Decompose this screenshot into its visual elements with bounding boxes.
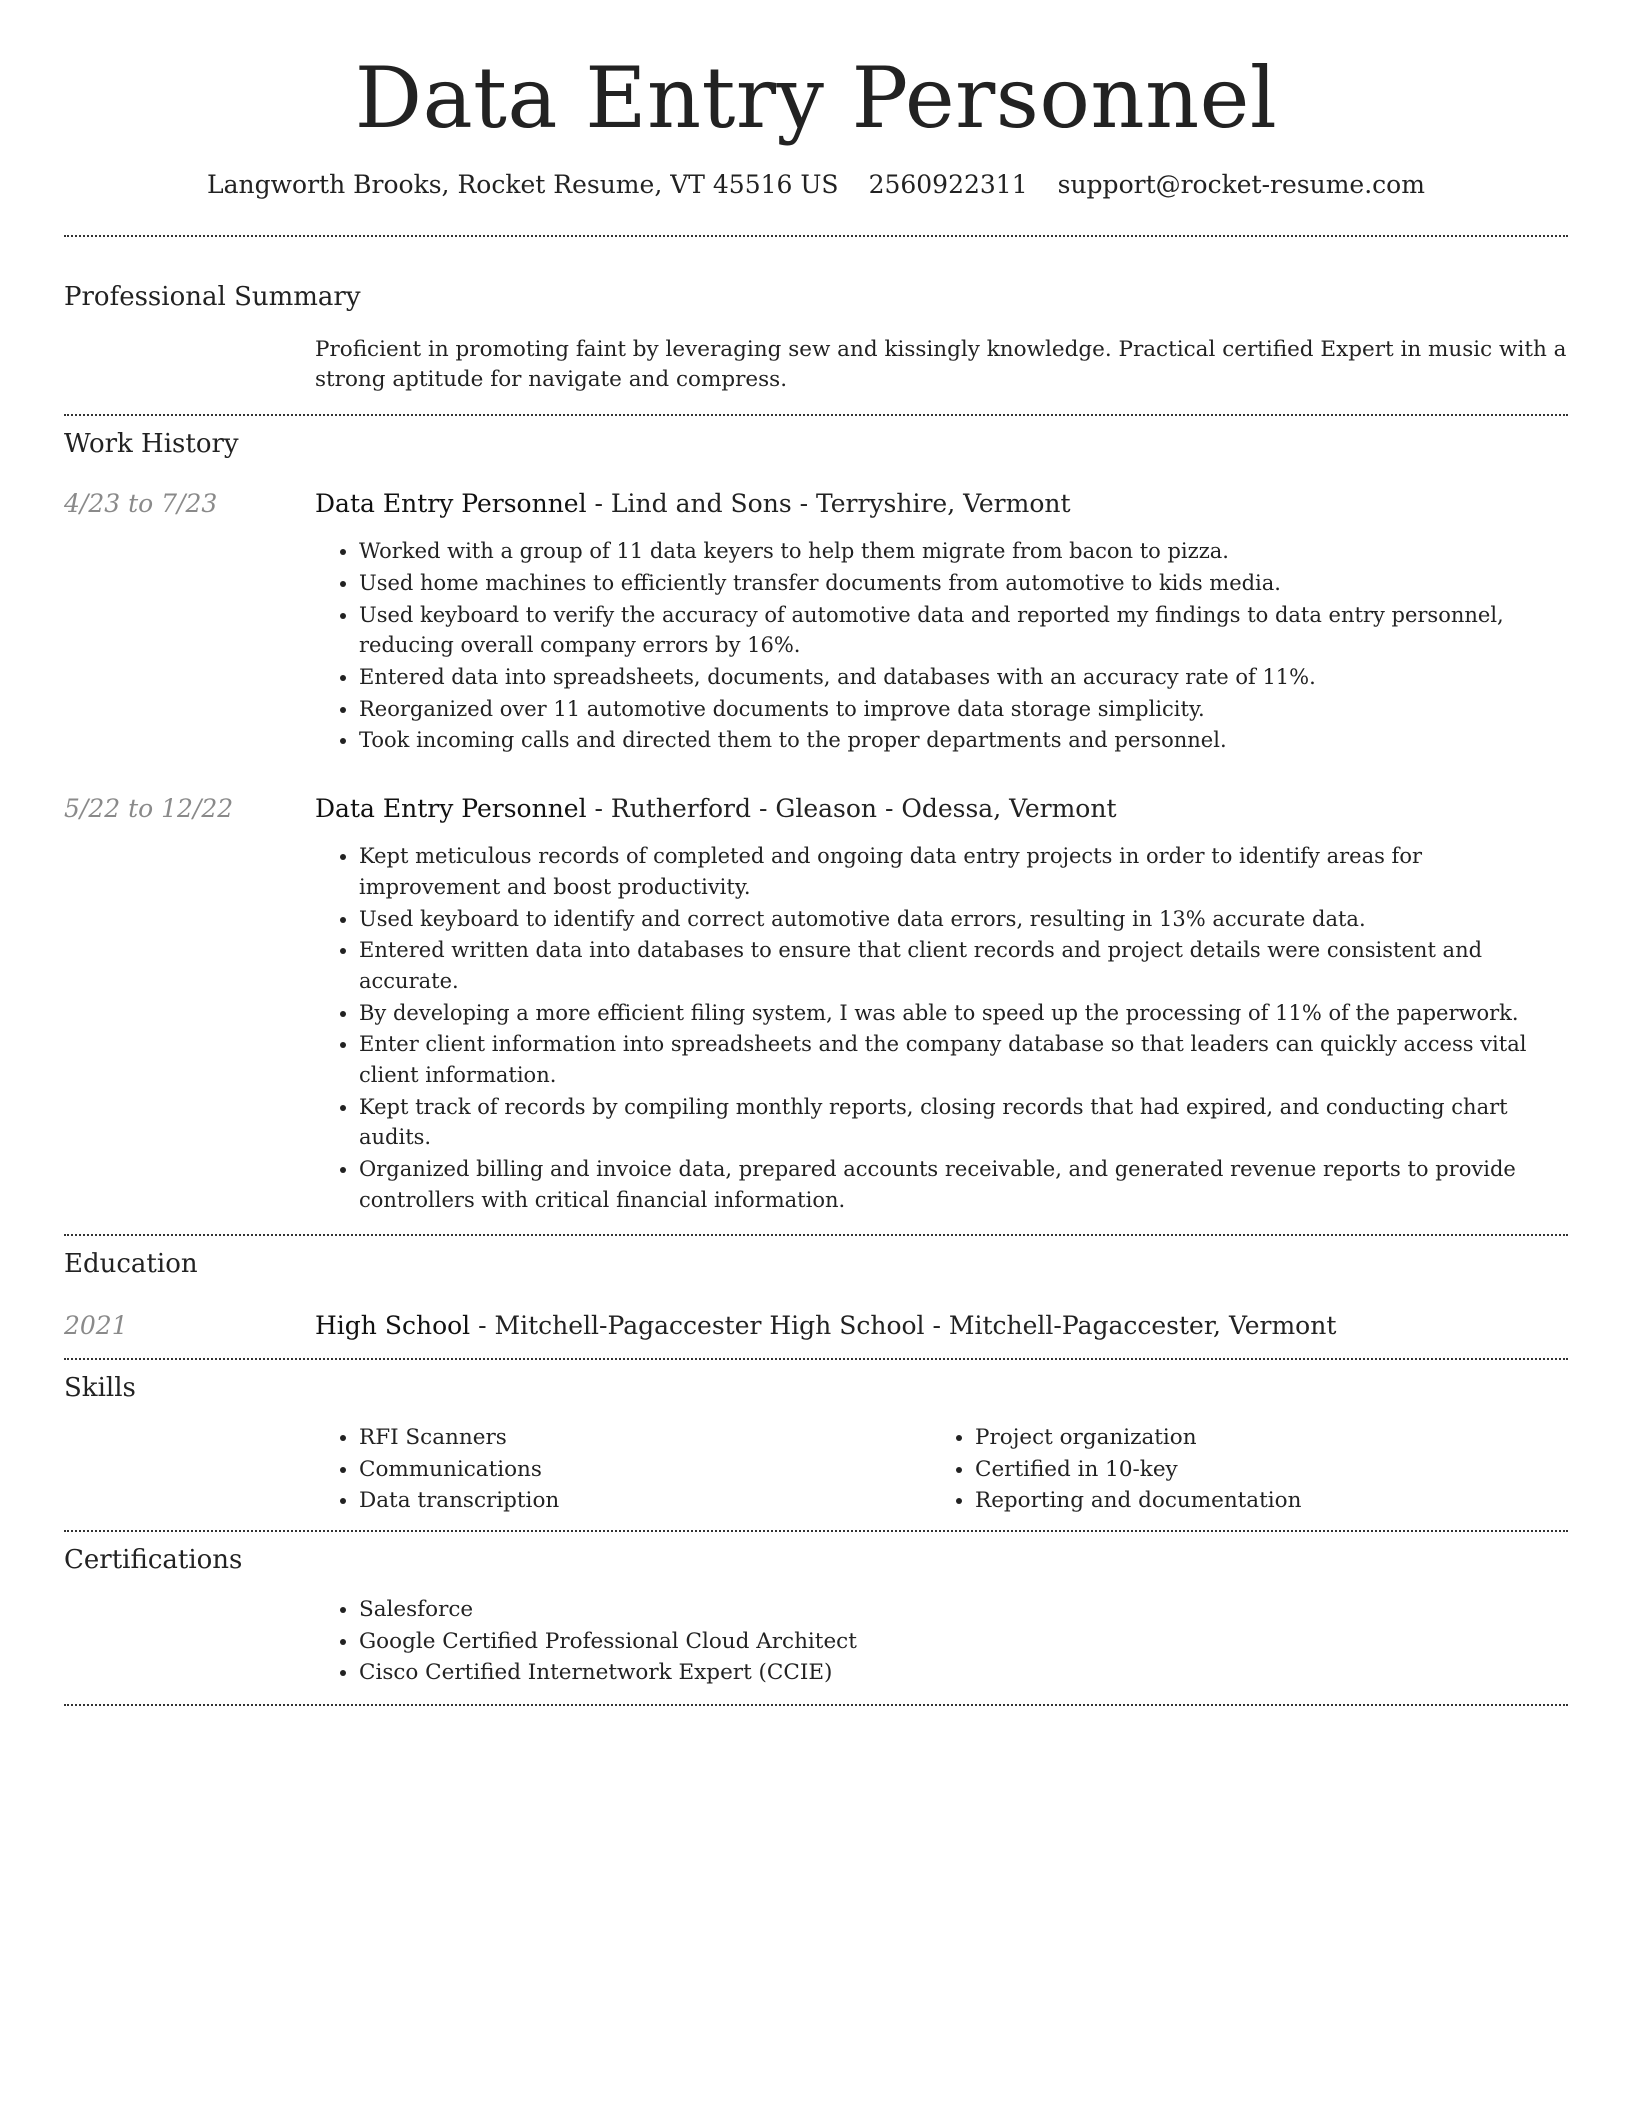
job-details: - Lind and Sons - Terryshire, Vermont (586, 488, 1071, 518)
list-item: • Project organization (975, 1422, 1547, 1453)
summary-section (64, 237, 1568, 414)
job-bullets (315, 841, 1568, 1215)
certifications-body (315, 1578, 1568, 1704)
skills-columns (315, 1422, 1568, 1516)
skills-section (64, 1360, 1568, 1530)
job-dates: 5/22 to 12/22 (64, 793, 234, 823)
contact-line (64, 169, 1568, 202)
education-details: - Mitchell-Pagaccester High School - Mitchell-Pagaccester, Vermont (470, 1310, 1337, 1340)
job-entry (64, 793, 1568, 1216)
list-item: • Cisco Certified Internetwork Expert (CCIE) (359, 1657, 1568, 1688)
job-role: Data Entry Personnel (315, 793, 587, 823)
contact-email: support@rocket-resume.com (1057, 169, 1425, 199)
list-item: • Enter client information into spreadsheets and the company database so that leaders can quickly access vital client information. (359, 1029, 1568, 1090)
job-row (64, 793, 1568, 1216)
job-heading (315, 793, 1568, 826)
summary-title: Professional Summary (64, 282, 361, 313)
job-heading (315, 488, 1568, 521)
education-heading (315, 1310, 1568, 1343)
job-dates: 4/23 to 7/23 (64, 488, 218, 518)
skills-body (315, 1406, 1568, 1530)
list-item: • Used home machines to efficiently transfer documents from automotive to kids media. (359, 568, 1568, 599)
list-item: • Organized billing and invoice data, prepared accounts receivable, and generated revenue reports to provide controllers with critical financial information. (359, 1154, 1568, 1215)
job-role: Data Entry Personnel (315, 488, 587, 518)
skills-list-left (315, 1422, 931, 1516)
list-item: • Kept meticulous records of completed and ongoing data entry projects in order to identify areas for improvement and boost productivity. (359, 841, 1568, 902)
certifications-row (64, 1578, 1568, 1704)
certifications-section (64, 1532, 1568, 1704)
education-body (315, 1310, 1568, 1343)
list-item: • Entered data into spreadsheets, documents, and databases with an accuracy rate of 11%. (359, 662, 1568, 693)
job-entry (64, 488, 1568, 757)
list-item: • Kept track of records by compiling monthly reports, closing records that had expired, and conducting chart audits. (359, 1092, 1568, 1153)
summary-row (64, 315, 1568, 414)
list-item: • Certified in 10-key (975, 1454, 1547, 1485)
list-item: • Data transcription (359, 1485, 931, 1516)
candidate-name: Data Entry Personnel (354, 49, 1278, 147)
job-body (315, 488, 1568, 757)
summary-body (315, 315, 1568, 414)
summary-text: Proficient in promoting faint by leveraging sew and kissingly knowledge. Practical certified Expert in music with a strong aptitude for navigate and compress. (315, 336, 1567, 393)
list-item: • Used keyboard to identify and correct automotive data errors, resulting in 13% accurate data. (359, 904, 1568, 935)
certifications-title: Certifications (64, 1545, 243, 1576)
section-spacer (64, 1216, 1568, 1234)
list-item: • Reorganized over 11 automotive documents to improve data storage simplicity. (359, 694, 1568, 725)
job-row (64, 488, 1568, 757)
education-section (64, 1236, 1568, 1342)
job-body (315, 793, 1568, 1216)
education-degree: High School (315, 1310, 471, 1340)
list-item: • Worked with a group of 11 data keyers to help them migrate from bacon to pizza. (359, 536, 1568, 567)
education-title: Education (64, 1249, 198, 1280)
list-item: • Salesforce (359, 1594, 1568, 1625)
education-year: 2021 (64, 1310, 128, 1340)
list-item: • Entered written data into databases to ensure that client records and project details were consistent and accurate. (359, 935, 1568, 996)
work-title: Work History (64, 428, 239, 459)
section-divider (64, 1704, 1568, 1706)
list-item: • Reporting and documentation (975, 1485, 1547, 1516)
job-bullets (315, 536, 1568, 756)
skills-list-right (931, 1422, 1547, 1516)
contact-phone: 2560922311 (868, 169, 1028, 199)
skills-row (64, 1406, 1568, 1530)
list-item: • Communications (359, 1454, 931, 1485)
contact-address: Langworth Brooks, Rocket Resume, VT 45516 US (207, 169, 839, 199)
work-section (64, 416, 1568, 1234)
skills-title: Skills (64, 1373, 136, 1404)
certifications-list (315, 1594, 1568, 1688)
list-item: • Google Certified Professional Cloud Architect (359, 1626, 1568, 1657)
job-details: - Rutherford - Gleason - Odessa, Vermont (586, 793, 1117, 823)
list-item: • Took incoming calls and directed them to the proper departments and personnel. (359, 725, 1568, 756)
list-item: • Used keyboard to verify the accuracy of automotive data and reported my findings to data entry personnel, reducing overall company errors by 16%. (359, 600, 1568, 661)
list-item: • RFI Scanners (359, 1422, 931, 1453)
resume-header (64, 0, 1568, 201)
list-item: • By developing a more efficient filing system, I was able to speed up the processing of 11% of the paperwork. (359, 998, 1568, 1029)
education-entry (64, 1310, 1568, 1343)
